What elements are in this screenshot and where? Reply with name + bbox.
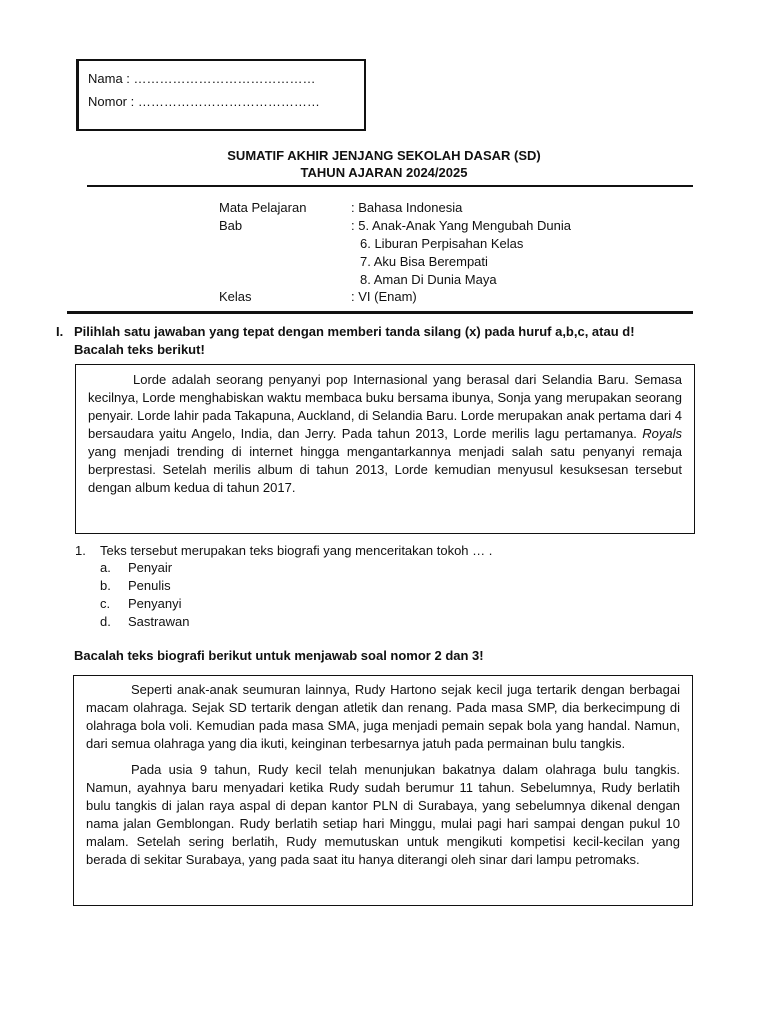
student-identity-box <box>76 59 366 131</box>
option-letter[interactable]: d. <box>100 614 111 629</box>
reading-passage-lorde <box>75 364 695 534</box>
reading-passage-rudy-hartono <box>73 675 693 906</box>
option-text[interactable]: Penyair <box>128 560 173 575</box>
chapter-item: 7. Aku Bisa Berempati <box>360 254 488 269</box>
chapter-item: 6. Liburan Perpisahan Kelas <box>360 236 524 251</box>
chapter-label: Bab <box>219 218 243 233</box>
passage-text: yang menjadi trending di internet hingga mengantarkannya menjadi salah satu penyanyi remaja berprestasi. Setelah merilis album di tahun 2013, Lorde kemudian menyusul kesuksesan tersebut dengan album kedua di tahun 2017. <box>88 444 682 495</box>
option-text[interactable]: Penulis <box>128 578 171 593</box>
question-text: Teks tersebut merupakan teks biografi yang menceritakan tokoh … . <box>100 543 493 558</box>
subject-label: Mata Pelajaran <box>219 200 307 215</box>
biography-instruction: Bacalah teks biografi berikut untuk menjawab soal nomor 2 dan 3! <box>74 648 484 663</box>
class-value: : VI (Enam) <box>351 289 417 304</box>
subject-value: : Bahasa Indonesia <box>351 200 463 215</box>
option-text[interactable]: Sastrawan <box>128 614 190 629</box>
chapter-item: 8. Aman Di Dunia Maya <box>360 272 497 287</box>
meta-divider <box>67 311 693 314</box>
class-label: Kelas <box>219 289 252 304</box>
passage-text: Lorde adalah seorang penyanyi pop Internasional yang berasal dari Selandia Baru. Semasa kecilnya, Lorde menghabiskan waktu membaca buku bersama ibunya, Sonja yang merupakan seorang penyair. Lorde lahir pada Takapuna, Auckland, di Selandia Baru. Lorde merupakan anak pertama dari 4 bersaudara yaitu Angelo, India, dan Jerry. Pada tahun 2013, Lorde merilis lagu pertamanya. <box>88 372 682 441</box>
song-title: Royals <box>642 426 682 441</box>
name-field[interactable]: Nama : …………………………………… <box>88 71 316 86</box>
section-instruction: Pilihlah satu jawaban yang tepat dengan memberi tanda silang (x) pada huruf a,b,c, atau d! <box>74 324 635 339</box>
passage-paragraph: Pada usia 9 tahun, Rudy kecil telah menunjukan bakatnya dalam olahraga bulu tangkis. Namun, ayahnya baru menyadari ketika Rudy sudah berumur 11 tahun. Sebelumnya, Rudy berlatih bulu tangkis di jalan raya aspal di depan kantor PLN di Surabaya, yang sebelumnya dikenal dengan nama jalan Gemblongan. Rudy berlatih setiap hari Minggu, mulai pagi hari sampai dengan pukul 10 malam. Setelah sering berlatih, Rudy memutuskan untuk mengikuti kompetisi kecil-kecilan yang berada di sekitar Surabaya, yang pada saat itu hanya diterangi oleh sinar dari lampu petromaks. <box>86 762 680 867</box>
title-divider <box>87 185 693 187</box>
option-text[interactable]: Penyanyi <box>128 596 182 611</box>
passage-paragraph: Seperti anak-anak seumuran lainnya, Rudy Hartono sejak kecil juga tertarik dengan berbagai macam olahraga. Sejak SD tertarik dengan atletik dan renang. Pada masa SMP, dia berkecimpung di olahraga bola voli. Kemudian pada masa SMA, juga menjadi pemain sepak bola yang handal. Namun, dari semua olahraga yang dia ikuti, keinginan terbesarnya jatuh pada permainan bulu tangkis. <box>86 682 680 751</box>
option-letter[interactable]: c. <box>100 596 111 611</box>
option-letter[interactable]: b. <box>100 578 111 593</box>
section-number: I. <box>56 324 64 339</box>
academic-year-title: TAHUN AJARAN 2024/2025 <box>300 165 468 180</box>
chapter-item: : 5. Anak-Anak Yang Mengubah Dunia <box>351 218 571 233</box>
exam-title: SUMATIF AKHIR JENJANG SEKOLAH DASAR (SD) <box>227 148 541 163</box>
number-field[interactable]: Nomor : …………………………………… <box>88 94 320 109</box>
reading-instruction: Bacalah teks berikut! <box>74 342 205 357</box>
option-letter[interactable]: a. <box>100 560 111 575</box>
question-number: 1. <box>75 543 86 558</box>
